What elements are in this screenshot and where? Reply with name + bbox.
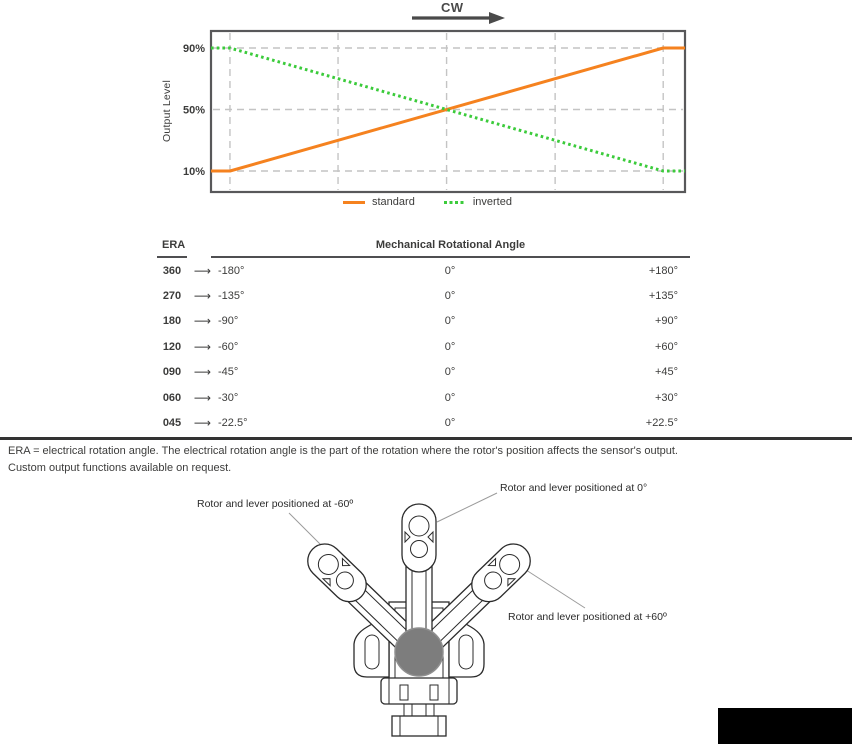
angle-zero: 0° (444, 315, 456, 328)
angle-neg: -135° (218, 290, 245, 303)
arrow-icon: ⟶ (193, 390, 212, 405)
arrow-icon: ⟶ (193, 416, 212, 431)
angle-pos: +45° (654, 366, 678, 379)
chart-legend (343, 196, 512, 208)
angle-pos: +22.5° (645, 417, 678, 430)
ytick-90: 90% (182, 43, 205, 55)
legend-item-inverted (444, 196, 512, 208)
connector (381, 678, 457, 736)
era-value: 270 (162, 290, 182, 303)
angle-zero: 0° (444, 391, 456, 404)
angle-neg: -60° (218, 340, 239, 353)
standard-line-swatch (343, 201, 365, 204)
footnote-line1: ERA = electrical rotation angle. The electrical rotation angle is the part of the rotation where the rotor's position affects the sensor's output. (8, 445, 678, 457)
table-header-angle: Mechanical Rotational Angle (375, 239, 526, 251)
chart-gridlines (213, 33, 683, 190)
arrow-icon: ⟶ (193, 263, 212, 278)
angle-pos: +60° (654, 340, 678, 353)
ytick-10: 10% (182, 166, 205, 178)
angle-neg: -90° (218, 315, 239, 328)
era-value: 090 (162, 366, 182, 379)
legend-label-standard: standard (372, 196, 415, 208)
label-rotor-neg60: Rotor and lever positioned at -60º (197, 498, 354, 510)
angle-zero: 0° (444, 264, 456, 277)
arrow-icon: ⟶ (193, 289, 212, 304)
leader-line-pos60 (523, 568, 585, 608)
arrow-icon: ⟶ (193, 339, 212, 354)
output-level-chart (150, 25, 710, 197)
era-value: 060 (162, 391, 182, 404)
angle-pos: +135° (648, 290, 678, 303)
angle-pos: +30° (654, 391, 678, 404)
table-header-era: ERA (162, 239, 186, 251)
ytick-50: 50% (182, 104, 205, 117)
redacted-block (718, 708, 852, 744)
angle-neg: -22.5° (218, 417, 248, 430)
angle-zero: 0° (444, 417, 456, 430)
era-value: 045 (162, 417, 182, 430)
rotor-hub (395, 628, 443, 676)
angle-zero: 0° (444, 290, 456, 303)
y-axis-label: Output Level (161, 80, 173, 142)
era-value: 360 (162, 264, 182, 277)
angle-zero: 0° (444, 340, 456, 353)
chart-plot-border (211, 31, 685, 192)
era-table (157, 258, 690, 436)
era-value: 120 (162, 340, 182, 353)
angle-pos: +90° (654, 315, 678, 328)
angle-neg: -30° (218, 391, 239, 404)
label-rotor-pos60: Rotor and lever positioned at +60º (508, 611, 667, 623)
label-rotor-0deg: Rotor and lever positioned at 0° (500, 482, 648, 494)
angle-zero: 0° (444, 366, 456, 379)
rotor-lever-diagram (0, 480, 852, 744)
section-divider (0, 437, 852, 440)
leader-line-0deg (437, 493, 497, 522)
era-value: 180 (162, 315, 182, 328)
cw-direction-label: CW (441, 0, 464, 15)
angle-pos: +180° (648, 264, 678, 277)
arrow-icon: ⟶ (193, 365, 212, 380)
angle-neg: -180° (218, 264, 245, 277)
legend-item-standard (343, 196, 415, 208)
footnote-line2: Custom output functions available on request. (8, 462, 232, 474)
arrow-icon: ⟶ (193, 314, 212, 329)
legend-label-inverted: inverted (472, 196, 512, 208)
angle-neg: -45° (218, 366, 239, 379)
inverted-line-swatch (444, 201, 466, 204)
